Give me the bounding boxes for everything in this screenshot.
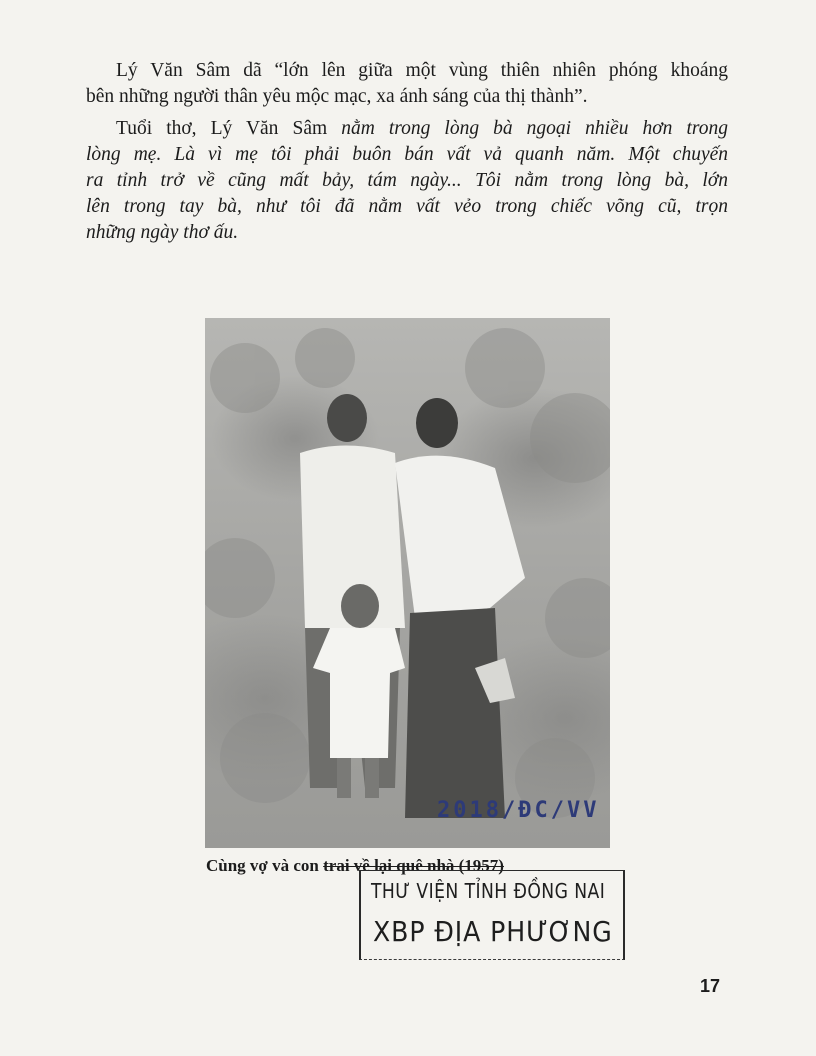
text-line [86, 116, 728, 142]
text-line: những ngày thơ ấu. [86, 222, 239, 243]
stamp-collection: XBP ĐỊA PHƯƠNG [373, 915, 613, 948]
text-line: lên trong tay bà, như tôi đã nằm vất vẻo trong chiếc võng cũ, trọn [86, 196, 728, 217]
woman-figure [395, 398, 525, 818]
page-number: 17 [700, 976, 721, 996]
text-line: bên những người thân yêu mộc mạc, xa ánh sáng của thị thành”. [86, 86, 588, 107]
text-line: Lý Văn Sâm dã “lớn lên giữa một vùng thiên nhiên phóng khoáng [116, 60, 728, 81]
text-normal: Tuổi thơ, Lý Văn Sâm [116, 118, 342, 139]
caption-struck-text: trai về lại quê nhà (1957) [323, 856, 504, 875]
paragraph-intro [86, 58, 728, 110]
stamp-library-name: THƯ VIỆN TỈNH ĐỒNG NAI [371, 879, 606, 903]
library-stamp [359, 870, 625, 960]
photo-figures [205, 318, 610, 848]
text-line: lòng mẹ. Là vì mẹ tôi phải buôn bán vất vả quanh năm. Một chuyến [86, 144, 728, 165]
paragraph-childhood [86, 116, 728, 246]
text-line: ra tỉnh trở về cũng mất bảy, tám ngày... Tôi nằm trong lòng bà, lớn [86, 170, 728, 191]
photo-accession-code: 2018/ĐC/VV [437, 798, 600, 823]
text-italic: nằm trong lòng bà ngoại nhiều hơn trong [341, 118, 728, 139]
caption-text: Cùng vợ và con [206, 856, 324, 875]
family-photo [205, 318, 610, 848]
